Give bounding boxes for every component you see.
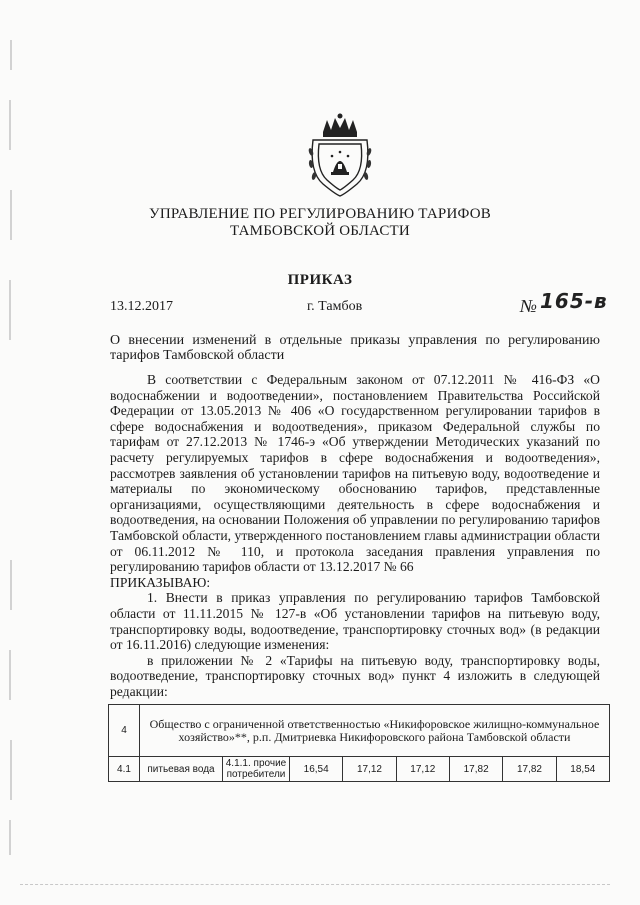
organization-cell: Общество с ограниченной ответственностью «Никифоровское жилищно-коммунальное хозяйство»**, р.п. Дмитриевка Никифоровского района Тамбовской области <box>140 705 610 757</box>
tariff-value-cell: 17,82 <box>503 757 556 782</box>
order-body <box>110 372 600 699</box>
order-city: г. Тамбов <box>307 299 363 314</box>
tariff-value-cell: 17,12 <box>343 757 396 782</box>
table-row <box>109 757 610 782</box>
row-number-cell: 4 <box>109 705 140 757</box>
tariff-value-cell: 16,54 <box>290 757 343 782</box>
item-1-subparagraph: в приложении № 2 «Тарифы на питьевую воду, транспортировку воды, водоотведение, транспортировку сточных вод» пункт 4 изложить в следующей редакции: <box>110 652 600 699</box>
orders-word: ПРИКАЗЫВАЮ: <box>110 574 211 590</box>
agency-name-line2: ТАМБОВСКОЙ ОБЛАСТИ <box>230 223 410 239</box>
tariff-value-cell: 18,54 <box>556 757 609 782</box>
order-number-handwritten: 165-в <box>540 289 608 313</box>
tambov-coat-of-arms-emblem <box>305 112 375 198</box>
service-cell: питьевая вода <box>140 757 223 782</box>
agency-name-line1: УПРАВЛЕНИЕ ПО РЕГУЛИРОВАНИЮ ТАРИФОВ <box>149 206 491 222</box>
scan-margin-marks <box>6 40 16 860</box>
order-number-label: № <box>520 296 537 316</box>
table-row <box>109 705 610 757</box>
tariff-table <box>108 704 610 782</box>
tariff-value-cell: 17,12 <box>396 757 449 782</box>
tariff-value-cell: 17,82 <box>449 757 502 782</box>
document-title: ПРИКАЗ <box>287 272 353 288</box>
item-1-paragraph: 1. Внести в приказ управления по регулированию тарифов Тамбовской области от 11.11.2015 № 127-в «Об установлении тарифов на питьевую воду, транспортировку воды, водоотведение, транспортировку сточных вод» (в редакции от 16.11.2016) следующие изменения: <box>110 590 600 653</box>
scan-bottom-edge <box>20 884 610 886</box>
preamble-paragraph: В соответствии с Федеральным законом от 07.12.2011 № 416-ФЗ «О водоснабжении и водоотведении», постановлением Правительства Российской Федерации от 13.05.2013 № 406 «О государственном регулировании тарифов в сфере водоснабжения и водоотведения», приказом Федеральной службы по тарифам от 27.12.2013 № 1746-э «Об утверждении Методических указаний по расчету регулируемых тарифов в сфере водоснабжения и водоотведения», рассмотрев заявления об установлении тарифов на питьевую воду, водоотведение и материалы по экономическому обоснованию тарифов, представленные организациями, осуществляющими деятельность в сфере водоснабжения и водоотведения, на основании Положения об управлении по регулированию тарифов Тамбовской области, утвержденного постановлением главы администрации области от 06.11.2012 № 110, и протокола заседания правления управления по регулированию тарифов области от 13.12.2017 № 66 <box>110 372 600 575</box>
order-date: 13.12.2017 <box>110 299 173 314</box>
consumer-category-cell: 4.1.1. прочие потребители <box>223 757 290 782</box>
row-number-cell: 4.1 <box>109 757 140 782</box>
order-subject: О внесении изменений в отдельные приказы управления по регулированию тарифов Тамбовской области <box>110 333 600 363</box>
